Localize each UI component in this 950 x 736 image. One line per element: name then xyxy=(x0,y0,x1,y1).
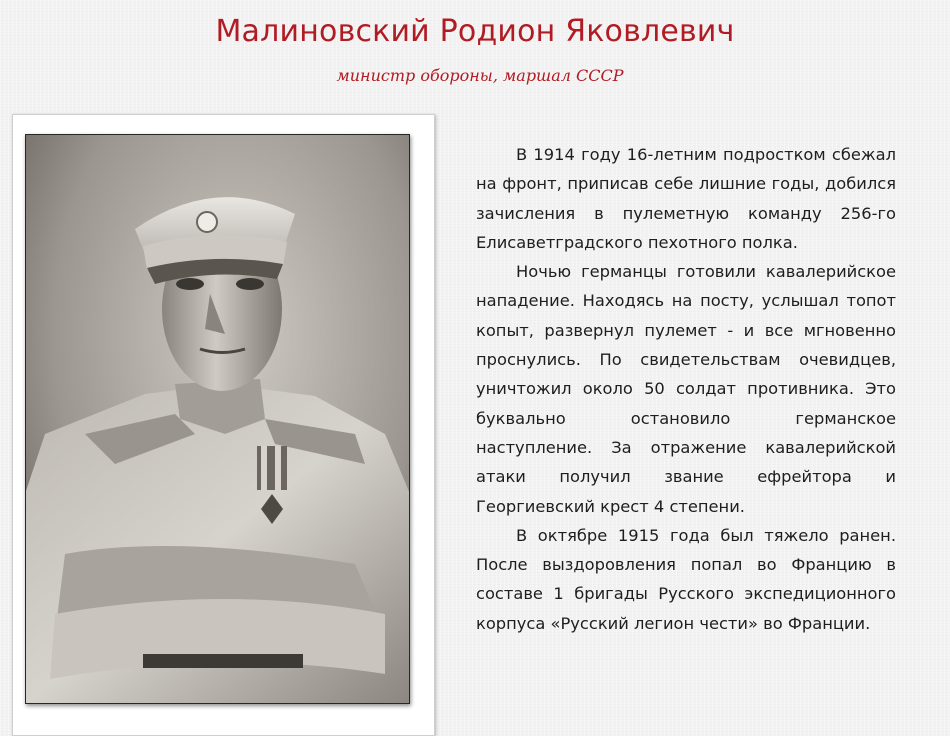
biography-paragraph-3: В октябре 1915 года был тяжело ранен. После выздоровления попал во Францию в составе 1 бригады Русского экспедиционного корпуса «Русский легион чести» во Франции. xyxy=(476,525,896,633)
page-subtitle: министр обороны, маршал СССР xyxy=(336,66,624,85)
portrait-photo xyxy=(25,134,410,704)
biography-paragraph-2: Ночью германцы готовили кавалерийское нападение. Находясь на посту, услышал топот копыт, развернул пулемет - и все мгновенно проснулись. По свидетельствам очевидцев, уничтожил около 50 солдат противника. Это буквально остановило германское наступление. За отражение кавалерийской атаки получил звание ефрейтора и Георгиевский крест 4 степени. xyxy=(476,262,896,516)
biography-paragraph-1: В 1914 году 16-летним подростком сбежал на фронт, приписав себе лишние годы, добился зачисления в пулеметную команду 256-го Елисаветградского пехотного полка. xyxy=(476,145,896,252)
page-title: Малиновский Родион Яковлевич xyxy=(215,14,735,49)
portrait-illustration xyxy=(25,134,410,704)
biography-text xyxy=(476,140,896,638)
photo-frame xyxy=(12,114,435,736)
